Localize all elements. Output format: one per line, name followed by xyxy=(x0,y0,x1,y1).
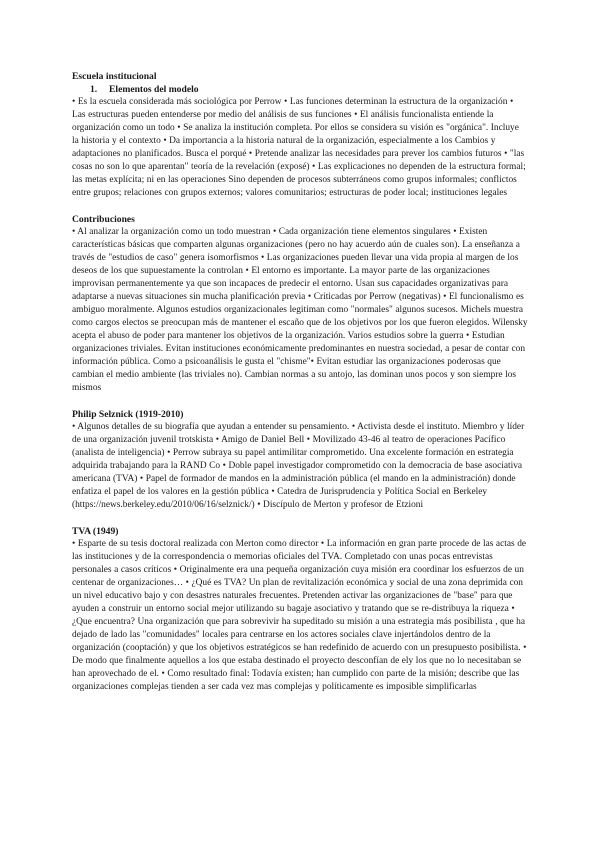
intro-paragraph: • Es la escuela considerada más sociológica por Perrow • Las funciones determinan la estructura de la organización • Las estructuras pueden entenderse por medio del análisis de sus funciones • El análisis funcionalista entiende la organización como un todo • Se analiza la institución completa. Por ellos se considera su visión es "orgánica". Incluye la historia y el contexto • Da importancia a la historia natural de la organización, especialmente a los Cambios y adaptaciones no planificados. Busca el porqué • Pretende analizar las necesidades para prever los cambios futuros • "las cosas no son lo que aparentan" teoría de la revelación (exposé) • Las explicaciones no dependen de la estructura formal; las metas explícita; ni en las operaciones Sino dependen de procesos subterráneos como grupos informales; conflictos entre grupos; relaciones con grupos externos; valores comunitarios; estructuras de poder local; instituciones legales xyxy=(72,97,526,198)
document-page xyxy=(72,70,528,694)
section-heading-selznick: Philip Selznick (1919-2010) xyxy=(72,409,184,420)
section-body-selznick: • Algunos detalles de su biografía que ayudan a entender su pensamiento. • Activista desde el instituto. Miembro y líder de una organización juvenil trotskista • Amigo de Daniel Bell • Movilizado 43-46 al teatro de operaciones Pacífico (analista de inteligencia) • Perrow subraya su papel antimilitar comprometido. Una excelente formación en estrategia adquirida trabajando para la RAND Co • Doble papel investigador comprometido con la democracia de base asociativa americana (TVA) • Papel de formador de mandos en la administración pública (el mando en la administración) donde enfatiza el papel de los valores en la gestión pública • Catedra de Jurisprudencia y Política Social en Berkeley (https://news.berkeley.edu/2010/06/16/selznick/) • Discípulo de Merton y profesor de Etzioni xyxy=(72,422,525,510)
section-heading-tva: TVA (1949) xyxy=(72,526,119,537)
document-title: Escuela institucional xyxy=(72,71,157,82)
section-heading-contribuciones: Contribuciones xyxy=(72,214,135,225)
subheading xyxy=(90,83,528,96)
section-body-tva: • Esparte de su tesis doctoral realizada con Merton como director • La información en gran parte procede de las actas de las instituciones y de la correspondencia o memorias oficiales del TVA. Completado con unas pocas entrevistas personales a casos críticos • Originalmente era una pequeña organización cuya misión era coordinar los esfuerzos de un centenar de organizaciones… • ¿Qué es TVA? Un plan de revitalización económica y social de una zona deprimida con un nivel educativo bajo y con desastres naturales frecuentes. Pretenden activar las organizaciones de "base" para que ayuden a construir un entorno social mejor utilizando su bagaje asociativo y tratando que se re-distribuya la riqueza • ¿Que encuentra? Una organización que para sobrevivir ha supeditado su misión a una estrategia más posibilista , que ha dejado de lado las "comunidades" locales para centrarse en los actores sociales clave injertándolos dentro de la organización (cooptación) y que los objetivos estratégicos se han redefinido de acuerdo con un presupuesto posibilista. • De modo que finalmente aquellos a los que estaba destinado el proyecto desconfían de ely los que no lo necesitaban se han aprovechado de el. • Como resultado final: Todavía existen; han cumplido con parte de la misión; describe que las organizaciones complejas tienden a ser cada vez mas complejas y políticamente es imposible simplificarlas xyxy=(72,539,527,692)
subheading-number: 1. xyxy=(90,84,98,95)
section-body-contribuciones: • Al analizar la organización como un todo muestran • Cada organización tiene elementos singulares • Existen características básicas que comparten algunas organizaciones (pero no hay acuerdo aún de cuales son). La enseñanza a través de "estudios de caso" genera isomorfismos • Las organizaciones pueden llevar una vida propia al margen de los deseos de los que supuestamente la controlan • El entorno es importante. La mayor parte de las organizaciones improvisan permanentemente ya que son incapaces de predecir el entorno. Usan sus capacidades organizativas para adaptarse a nuevas situaciones sin mucha planificación previa • Criticadas por Perrow (negativas) • El funcionalismo es ambiguo moralmente. Algunos estudios organizacionales legitiman como "normales" algunos sucesos. Michels muestra como cargos electos se preocupan más de mantener el escaño que de los objetivos por los que fueron elegidos. Wilensky acepta el abuso de poder para mantener los objetivos de la organización. Varios estudios sobre la guerra • Estudian organizaciones triviales. Evitan instituciones económicamente predominantes en nuestra sociedad, a pesar de contar con información pública. Como a psicoanálisis le gusta el "chisme"• Evitan estudiar las organizaciones poderosas que cambian el medio ambiente (las triviales no). Cambian normas a su antojo, las dominan unos pocos y son siempre los mismos xyxy=(72,227,528,393)
subheading-label: Elementos del modelo xyxy=(109,84,199,95)
